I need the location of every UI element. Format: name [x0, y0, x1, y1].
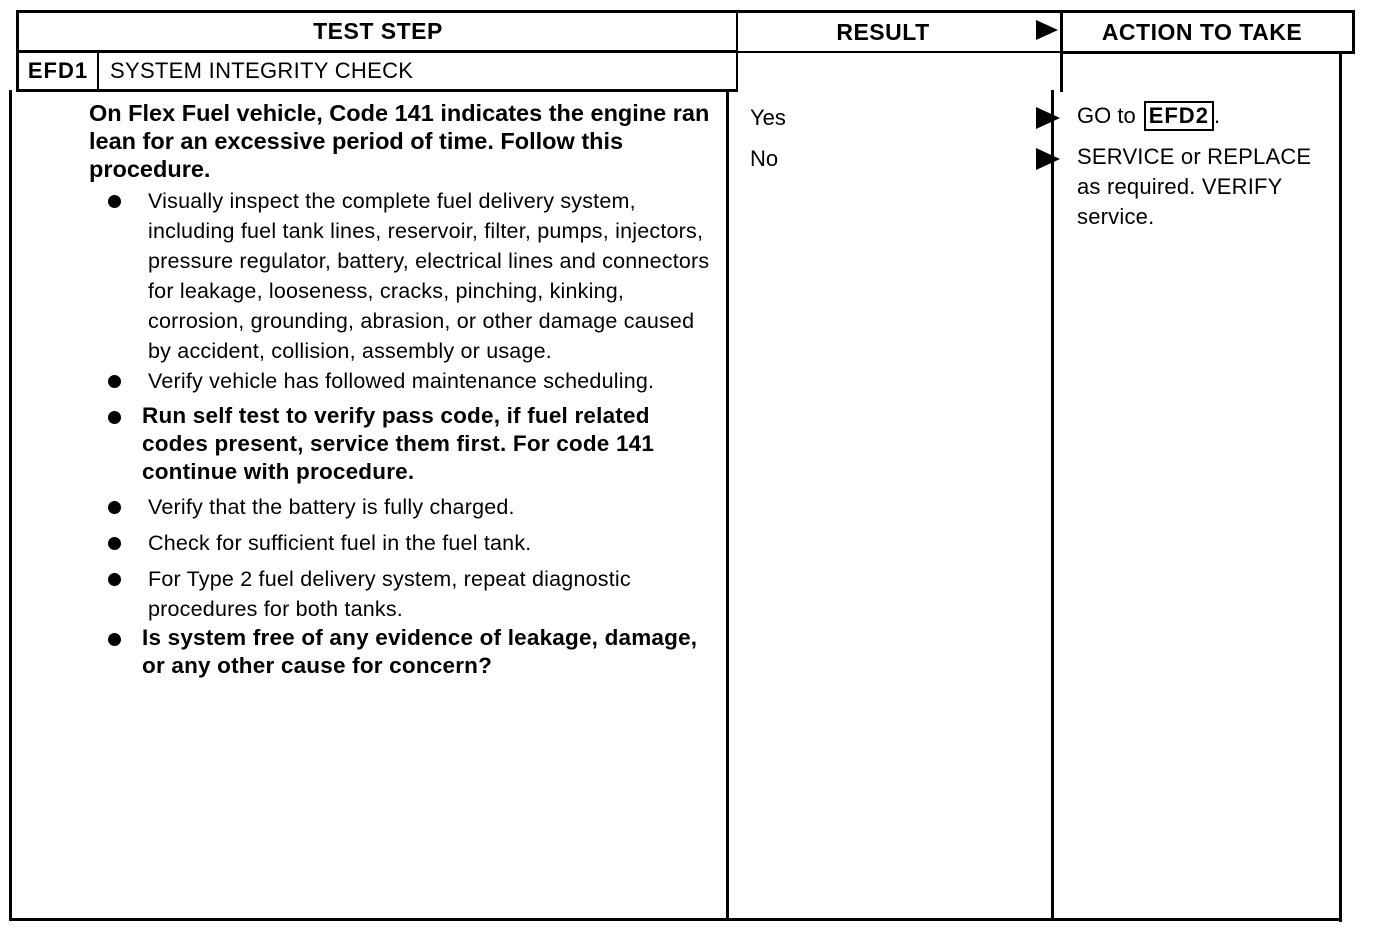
- step-reference-link[interactable]: EFD2: [1144, 101, 1214, 131]
- list-item: [104, 564, 714, 624]
- list-item: [104, 366, 714, 396]
- result-row-no: [750, 138, 1050, 179]
- table-bottom-border: [9, 918, 1342, 921]
- list-item: [104, 528, 714, 558]
- results-column: [750, 97, 1050, 179]
- bullet-text: For Type 2 fuel delivery system, repeat diagnostic procedures for both tanks.: [148, 567, 631, 621]
- bullet-icon: [108, 537, 121, 550]
- bullet-text: Verify vehicle has followed maintenance scheduling.: [148, 369, 655, 393]
- header-arrow-icon: [1036, 20, 1058, 40]
- actions-column: [1077, 97, 1339, 232]
- list-item: [104, 624, 714, 680]
- table-right-border-lower: [1339, 52, 1342, 922]
- list-item: [104, 492, 714, 522]
- column-divider-result-action-lower: [1051, 90, 1054, 920]
- header-test-step: TEST STEP: [313, 17, 443, 44]
- action-yes-suffix: .: [1213, 103, 1221, 128]
- bullet-text: Check for sufficient fuel in the fuel tank.: [148, 531, 532, 555]
- table-right-border-upper: [1352, 10, 1355, 54]
- action-yes-prefix: GO to: [1077, 103, 1136, 128]
- bullet-text: Visually inspect the complete fuel delivery system, including fuel tank lines, reservoir, filter, pumps, injectors, pressure regulator, battery, electrical lines and connectors for leakage, looseness, cracks, pinching, kinking, corrosion, grounding, abrasion, or other damage caused by accident, collision, assembly or usage.: [148, 189, 710, 363]
- list-item: [104, 186, 714, 366]
- step-title: SYSTEM INTEGRITY CHECK: [110, 58, 414, 83]
- bullet-icon: [108, 633, 121, 646]
- bullet-icon: [108, 375, 121, 388]
- action-yes: [1077, 97, 1339, 135]
- list-item: [104, 402, 714, 486]
- bullet-text: Is system free of any evidence of leakage, damage, or any other cause for concern?: [142, 625, 698, 678]
- step-intro: On Flex Fuel vehicle, Code 141 indicates the engine ran lean for an excessive period of time. Follow this procedure.: [89, 100, 710, 182]
- step-id-divider: [97, 52, 99, 90]
- result-label-no: No: [750, 145, 779, 171]
- table-left-border-lower: [9, 90, 12, 920]
- step-row-bottom-line: [16, 89, 738, 92]
- step-id: EFD1: [27, 58, 89, 83]
- header-action-to-take: ACTION TO TAKE: [1101, 18, 1303, 45]
- bullet-icon: [108, 573, 121, 586]
- bullet-icon: [108, 195, 121, 208]
- bullet-icon: [108, 501, 121, 514]
- result-row-yes: [750, 97, 1050, 138]
- arrow-right-icon: [1036, 148, 1060, 170]
- result-label-yes: Yes: [750, 104, 786, 130]
- bullet-text: Run self test to verify pass code, if fuel related codes present, service them first. For code 141 continue with procedure.: [142, 403, 655, 484]
- step-bullet-list: [104, 186, 714, 680]
- bullet-text: Verify that the battery is fully charged.: [148, 495, 515, 519]
- header-bottom-line-step: [16, 50, 738, 53]
- arrow-right-icon: [1036, 107, 1060, 129]
- bullet-icon: [108, 411, 121, 424]
- action-no: SERVICE or REPLACE as required. VERIFY service.: [1077, 144, 1312, 229]
- header-result: RESULT: [836, 18, 930, 45]
- column-divider-step-result-lower: [726, 90, 729, 920]
